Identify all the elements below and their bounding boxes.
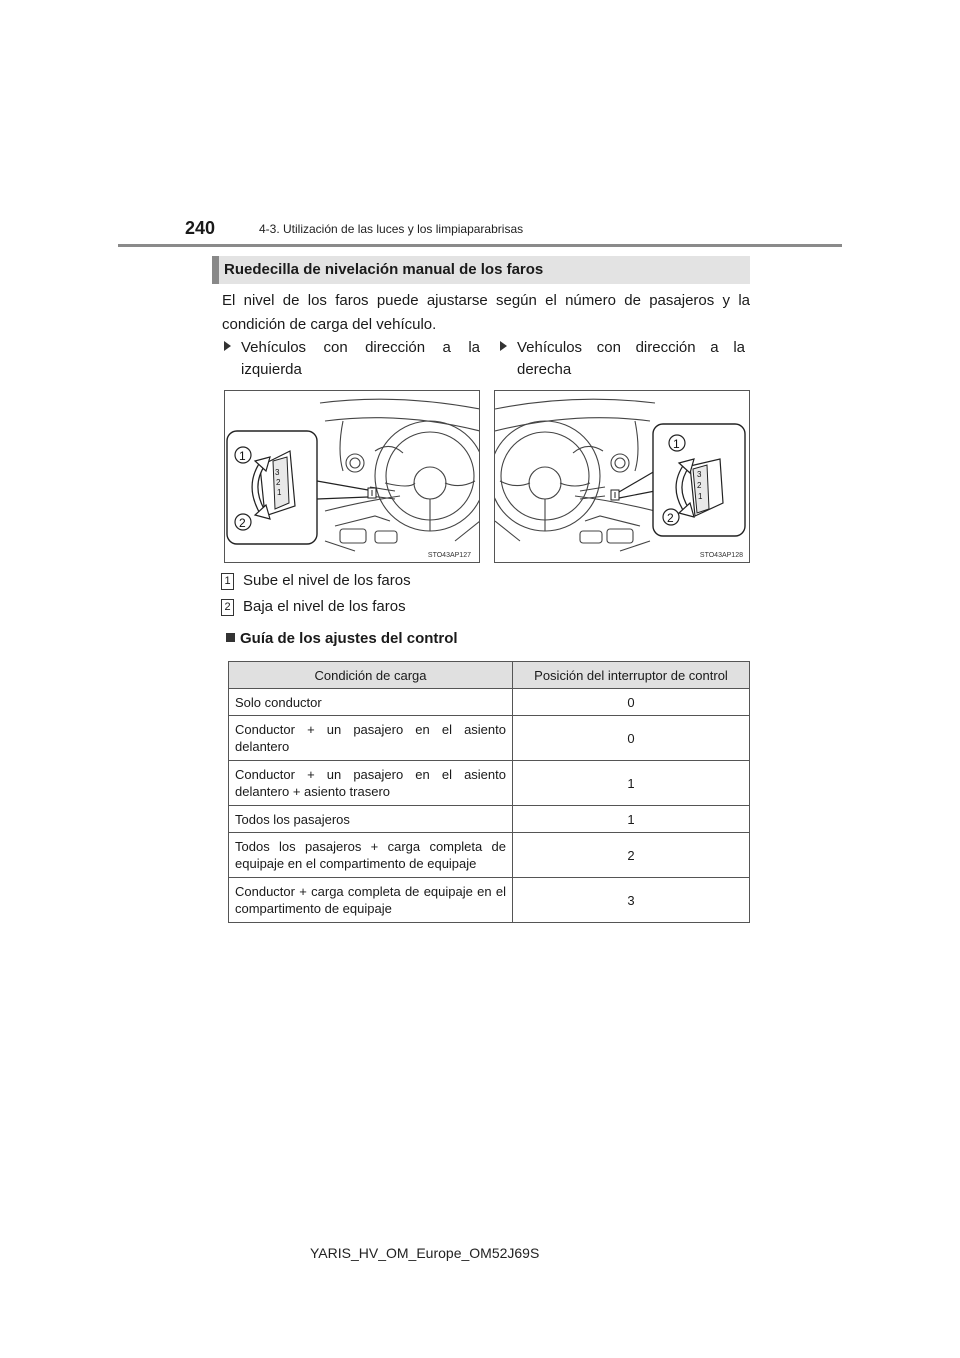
callout-leader-lines: [317, 481, 368, 499]
table-cell-position: 1: [513, 806, 750, 833]
table-cell-position: 1: [513, 761, 750, 806]
table-cell-position: 2: [513, 833, 750, 878]
table-cell-condition: Conductor + un pasajero en el asiento delantero: [229, 716, 513, 761]
figure-left-code: STO43AP127: [427, 552, 471, 559]
dial-mark-2: 2: [276, 478, 281, 487]
variant-left-label: Vehículos con dirección a la izquierda: [241, 339, 480, 378]
figure-left-label-2: 2: [239, 516, 246, 530]
dial-mark-3: 3: [697, 470, 702, 479]
figure-left-label-1: 1: [239, 449, 246, 463]
callout-text-1: Sube el nivel de los faros: [243, 572, 411, 589]
header-rule: [118, 244, 842, 247]
dial-mark-1: 1: [277, 488, 282, 497]
callout-leader-lines: [619, 471, 655, 498]
table-row: [229, 716, 750, 761]
dashboard-illustration: [495, 391, 750, 563]
subheading: [226, 630, 458, 647]
section-heading-bar: [212, 256, 750, 284]
variant-right-hand-drive: [500, 337, 750, 383]
callout-number-1: 1: [221, 573, 234, 590]
header-section-title: 4-3. Utilización de las luces y los limpiaparabrisas: [259, 222, 524, 236]
figure-right-label-2: 2: [667, 511, 674, 525]
section-heading-accent: [212, 256, 219, 284]
table-row: [229, 761, 750, 806]
callout-text-2: Baja el nivel de los faros: [243, 598, 406, 615]
subheading-text: Guía de los ajustes del control: [240, 630, 458, 647]
square-bullet-icon: [226, 633, 235, 642]
table-row: [229, 806, 750, 833]
settings-guide-table: [228, 661, 750, 923]
table-cell-condition: Todos los pasajeros + carga completa de equipaje en el compartimento de equipaje: [229, 833, 513, 878]
table-header-position: Posición del interruptor de control: [513, 662, 750, 689]
figure-right-label-1: 1: [673, 437, 680, 451]
dial-mark-2: 2: [697, 481, 702, 490]
table-row: [229, 689, 750, 716]
variant-left-hand-drive: [224, 337, 480, 383]
table-cell-condition: Solo conductor: [229, 689, 513, 716]
section-heading: Ruedecilla de nivelación manual de los faros: [224, 261, 544, 278]
variant-right-label: Vehículos con dirección a la derecha: [517, 339, 745, 378]
table-cell-position: 0: [513, 716, 750, 761]
table-row: [229, 878, 750, 923]
table-header-condition: Condición de carga: [229, 662, 513, 689]
figure-left-dashboard: [224, 390, 480, 563]
figure-right-dashboard: [494, 390, 750, 563]
table-cell-position: 3: [513, 878, 750, 923]
page-number: 240: [185, 218, 216, 238]
triangle-bullet-icon: [500, 341, 507, 351]
triangle-bullet-icon: [224, 341, 231, 351]
footer-document-id: YARIS_HV_OM_Europe_OM52J69S: [310, 1245, 540, 1261]
table-cell-position: 0: [513, 689, 750, 716]
callout-number-2: 2: [221, 599, 234, 616]
dial-mark-3: 3: [275, 468, 280, 477]
table-cell-condition: Conductor + carga completa de equipaje en el compartimento de equipaje: [229, 878, 513, 923]
dashboard-illustration: [225, 391, 480, 563]
intro-paragraph: El nivel de los faros puede ajustarse según el número de pasajeros y la condición de carga del vehículo.: [222, 292, 750, 333]
dial-mark-1: 1: [698, 492, 703, 501]
table-cell-condition: Conductor + un pasajero en el asiento delantero + asiento trasero: [229, 761, 513, 806]
table-cell-condition: Todos los pasajeros: [229, 806, 513, 833]
table-row: [229, 833, 750, 878]
figure-right-code: STO43AP128: [699, 552, 743, 559]
